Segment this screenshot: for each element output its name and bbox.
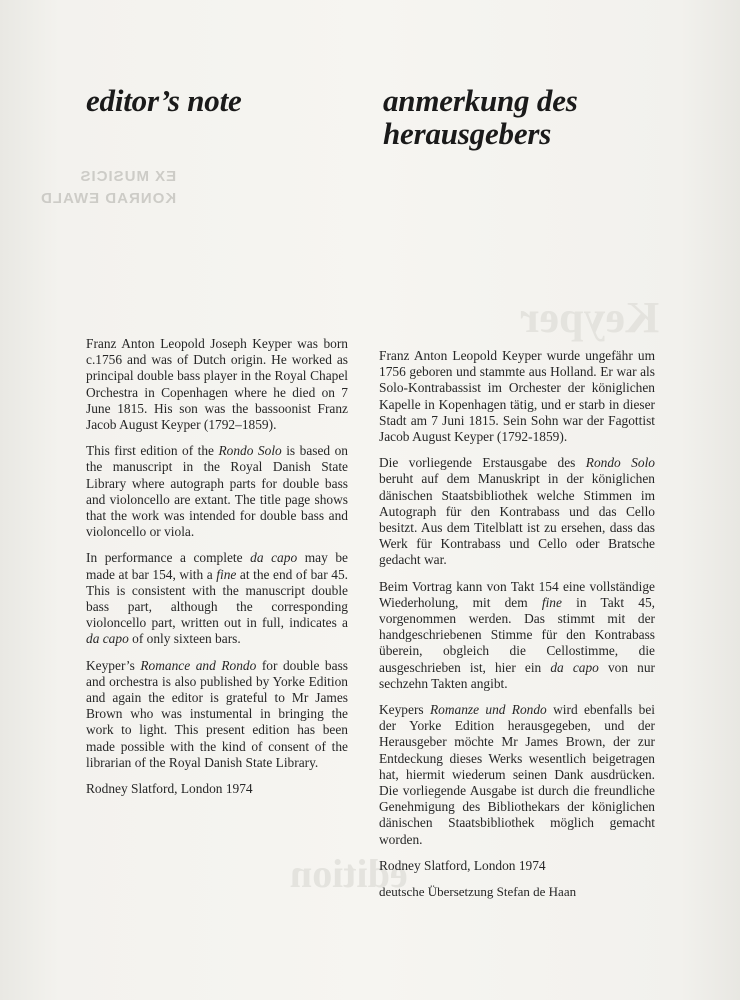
heading-german-line1: anmerkung des: [383, 83, 578, 118]
german-paragraph-2: Die vorliegende Erstausgabe des Rondo Solo beruht auf dem Manuskript in der königlichen dänischen Staatsbibliothek welche Stimmen im Autograph für den Kontrabass und das Cello besitzt. Aus dem Titelblatt ist zu ersehen, dass das Werk für Kontrabass und Cello oder Bratsche gedacht war.: [379, 455, 655, 568]
german-column: [379, 348, 655, 910]
bleed-through-text: edition: [290, 851, 408, 896]
heading-english: editor’s note: [86, 83, 242, 118]
stamp-line1: EX MUSICIS: [79, 168, 177, 185]
german-signature: Rodney Slatford, London 1974: [379, 857, 546, 873]
english-paragraph-2: This first edition of the Rondo Solo is based on the manuscript in the Royal Danish State Library where autograph parts for double bass and violoncello are extant. The title page shows that the work was intended for double bass and violoncello or viola.: [86, 443, 348, 540]
english-paragraph-4: Keyper’s Romance and Rondo for double bass and orchestra is also published by Yorke Edition and again the editor is grateful to Mr James Brown who was instumental in bringing the work to light. This present edition has been made possible with the kind of consent of the librarian of the Royal Danish State Library.: [86, 657, 348, 770]
stamp-line2: KONRAD EWALD: [40, 190, 177, 207]
heading-german-line2: herausgebers: [383, 116, 552, 151]
german-paragraph-1: Franz Anton Leopold Keyper wurde ungefähr um 1756 geboren und stammte aus Holland. Er war als Solo-Kontrabassist im Orchester der königlichen Kapelle in Kopenhagen tätig, und er starb in dieser Stadt am 7 Juni 1815. Sein Sohn war der Fagottist Jacob August Keyper (1792-1859).: [379, 348, 655, 445]
german-paragraph-3: Beim Vortrag kann von Takt 154 eine vollständige Wiederholung, mit dem fine in Takt 45, vorgenommen werden. Das stimmt mit der handgeschriebenen Stimme für den Kontrabass überein, obgleich die Cellostimme, die ausgeschrieben ist, hier ein da capo von nur sechzehn Takten angibt.: [379, 578, 655, 691]
heading-german: [383, 84, 683, 150]
english-paragraph-1: Franz Anton Leopold Joseph Keyper was born c.1756 and was of Dutch origin. He worked as principal double bass player in the Royal Chapel Orchestra in Copenhagen where he died on 7 June 1815. His son was the bassoonist Franz Jacob August Keyper (1792–1859).: [86, 336, 348, 433]
english-paragraph-3: In performance a complete da capo may be made at bar 154, with a fine at the end of bar 45. This is consistent with the manuscript double bass part, although the corresponding violoncello part, written out in full, indicates a da capo of only sixteen bars.: [86, 550, 348, 647]
translation-credit: deutsche Übersetzung Stefan de Haan: [379, 884, 577, 900]
german-paragraph-4: Keypers Romanze und Rondo wird ebenfalls bei der Yorke Edition herausgegeben, und der Herausgeber möchte Mr James Brown, der zur Entdeckung dieses Werks wesentlich beigetragen hat, hiermit wiederum seinen Dank ausdrücken. Die vorliegende Ausgabe ist durch die freundliche Genehmigung des Bibliothekars der königlichen dänischen Staatsbibliothek möglich gemacht worden.: [379, 702, 655, 847]
english-column: [86, 336, 348, 807]
bleed-through-text: Keyper: [520, 293, 660, 342]
english-signature: Rodney Slatford, London 1974: [86, 781, 253, 797]
library-stamp-mirrored: [40, 166, 176, 210]
